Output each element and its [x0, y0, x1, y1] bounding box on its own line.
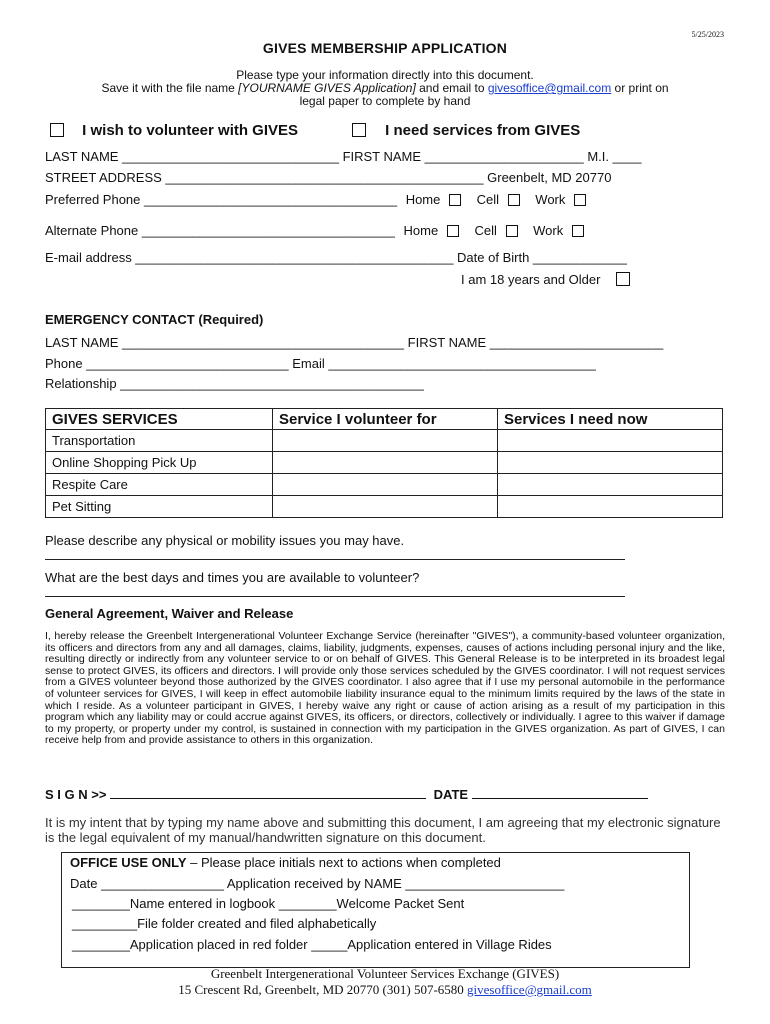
volunteer-cell[interactable]: [273, 452, 498, 474]
volunteer-label: I wish to volunteer with GIVES: [82, 122, 299, 139]
alternate-phone-row[interactable]: [45, 223, 584, 238]
services-table: [45, 408, 723, 518]
intro-email-link[interactable]: givesoffice@gmail.com: [487, 81, 612, 95]
service-online-shopping: Online Shopping Pick Up: [46, 452, 273, 474]
agreement-heading: General Agreement, Waiver and Release: [45, 606, 294, 621]
age-label: I am 18 years and Older: [461, 272, 601, 287]
preferred-phone-row[interactable]: [45, 192, 586, 207]
age-checkbox[interactable]: [616, 272, 630, 286]
alternate-home-checkbox[interactable]: [447, 225, 459, 237]
document-date: 5/25/2023: [691, 30, 724, 39]
footer-email-link[interactable]: givesoffice@gmail.com: [467, 982, 592, 997]
preferred-phone-label: Preferred Phone ___________________________________: [45, 192, 398, 207]
volunteer-cell[interactable]: [273, 474, 498, 496]
table-row: [46, 496, 723, 518]
office-heading-bold: OFFICE USE ONLY: [70, 855, 187, 870]
table-row: [46, 430, 723, 452]
intro-filename: [YOURNAME GIVES Application]: [238, 81, 416, 95]
intro-line-2: [0, 81, 770, 95]
preferred-cell-checkbox[interactable]: [508, 194, 520, 206]
header-need-now: Services I need now: [498, 409, 723, 430]
intro-line-1: Please type your information directly into this document.: [236, 68, 534, 82]
services-table-header: [46, 409, 723, 430]
table-row: [46, 474, 723, 496]
office-use-box: [61, 852, 690, 968]
cell-label: Cell: [476, 192, 500, 207]
esignature-intent-text: It is my intent that by typing my name above and submitting this document, I am agreeing that my electronic signature is the legal equivalent of my manual/handwritten signature on this document.: [45, 815, 721, 845]
availability-question: What are the best days and times you are available to volunteer?: [45, 570, 420, 585]
need-cell[interactable]: [498, 474, 723, 496]
service-respite-care: Respite Care: [46, 474, 273, 496]
office-line-4[interactable]: ________Application placed in red folder _____Application entered in Village Rides: [72, 937, 552, 952]
sign-date-line[interactable]: [472, 786, 648, 799]
home-label: Home: [405, 192, 441, 207]
emergency-heading: EMERGENCY CONTACT (Required): [45, 312, 264, 327]
footer-address: [0, 982, 770, 998]
age-confirm[interactable]: [461, 272, 630, 287]
emergency-relationship-row[interactable]: Relationship __________________________________________: [45, 376, 424, 391]
volunteer-cell[interactable]: [273, 496, 498, 518]
service-pet-sitting: Pet Sitting: [46, 496, 273, 518]
volunteer-cell[interactable]: [273, 430, 498, 452]
footer-org-name: Greenbelt Intergenerational Volunteer Services Exchange (GIVES): [210, 966, 560, 981]
signature-line[interactable]: [110, 786, 426, 799]
footer-address-text: 15 Crescent Rd, Greenbelt, MD 20770 (301) 507-6580: [178, 982, 468, 997]
need-cell[interactable]: [498, 430, 723, 452]
alternate-cell-checkbox[interactable]: [506, 225, 518, 237]
work-label: Work: [535, 192, 566, 207]
intro-text-c: and email to: [415, 81, 488, 95]
agreement-text: I, hereby release the Greenbelt Intergenerational Volunteer Exchange Service (hereinafter "GIVES"), a community-based volunteer organization, its officers and directors from any and all damages, claims, liability, judgments, expenses, causes of actions including personal injury and the like, resulting directly or indirectly from any volunteer service to or on behalf of GIVES. This General Release is to be interpreted in its broadest legal sense to protect GIVES, its officers and directors. I will provide only those services scheduled by the GIVES coordinator. I will not request services from a GIVES volunteer beyond those authorized by the GIVES coordinator. I also agree that if I use my personal automobile in the performance of volunteer services for GIVES, I will keep in effect automobile liability insurance equal to the minimum limits required by the laws of the state in which I reside. As a volunteer participant in GIVES, I hereby waive any right or cause of action arising as a result of my participation in this program which any liability may or could accrue against GIVES, its officers, or directors, collectively or individually. I agree to this waiver if damage to my property, or property under my control, is sustained in connection with my participation in the GIVES organization. As part of GIVES, I can receive help from and provide assistance to others in this organization.: [45, 630, 725, 747]
mobility-question: Please describe any physical or mobility issues you may have.: [45, 533, 405, 548]
cell-label: Cell: [474, 223, 497, 238]
home-label: Home: [403, 223, 439, 238]
sign-date-label: DATE: [433, 787, 469, 802]
header-gives-services: GIVES SERVICES: [46, 409, 273, 430]
header-volunteer-for: Service I volunteer for: [273, 409, 498, 430]
preferred-work-checkbox[interactable]: [574, 194, 586, 206]
services-label: I need services from GIVES: [385, 122, 581, 139]
intro-text-a: Save it with the file name: [101, 81, 239, 95]
office-line-1[interactable]: Date _________________ Application received by NAME ______________________: [70, 876, 565, 891]
preferred-home-checkbox[interactable]: [449, 194, 461, 206]
sign-row[interactable]: [45, 786, 648, 802]
name-field-row[interactable]: LAST NAME ______________________________ FIRST NAME ______________________ M.I. ____: [45, 149, 642, 164]
alternate-work-checkbox[interactable]: [572, 225, 584, 237]
need-cell[interactable]: [498, 452, 723, 474]
sign-label: S I G N >>: [45, 787, 107, 802]
page-title: GIVES MEMBERSHIP APPLICATION: [262, 40, 508, 56]
volunteer-option[interactable]: [50, 122, 298, 139]
volunteer-checkbox[interactable]: [50, 123, 64, 137]
street-address-row[interactable]: STREET ADDRESS ____________________________________________ Greenbelt, MD 20770: [45, 170, 612, 185]
emergency-name-row[interactable]: LAST NAME _______________________________________ FIRST NAME ________________________: [45, 335, 664, 350]
email-dob-row[interactable]: E-mail address ____________________________________________ Date of Birth _____________: [45, 250, 627, 265]
emergency-phone-row[interactable]: Phone ____________________________ Email _____________________________________: [45, 356, 596, 371]
office-heading: [70, 855, 501, 870]
office-line-2[interactable]: ________Name entered in logbook ________Welcome Packet Sent: [72, 896, 465, 911]
mobility-answer-line[interactable]: [45, 545, 625, 560]
table-row: [46, 452, 723, 474]
services-checkbox[interactable]: [352, 123, 366, 137]
office-line-3[interactable]: _________File folder created and filed alphabetically: [72, 916, 377, 931]
availability-answer-line[interactable]: [45, 582, 625, 597]
work-label: Work: [533, 223, 564, 238]
intro-line-3: legal paper to complete by hand: [299, 94, 471, 108]
service-transportation: Transportation: [46, 430, 273, 452]
need-cell[interactable]: [498, 496, 723, 518]
services-option[interactable]: [352, 122, 580, 139]
office-heading-rest: – Please place initials next to actions when completed: [186, 855, 501, 870]
intro-text-d: or print on: [611, 81, 669, 95]
alternate-phone-label: Alternate Phone ___________________________________: [45, 223, 395, 238]
